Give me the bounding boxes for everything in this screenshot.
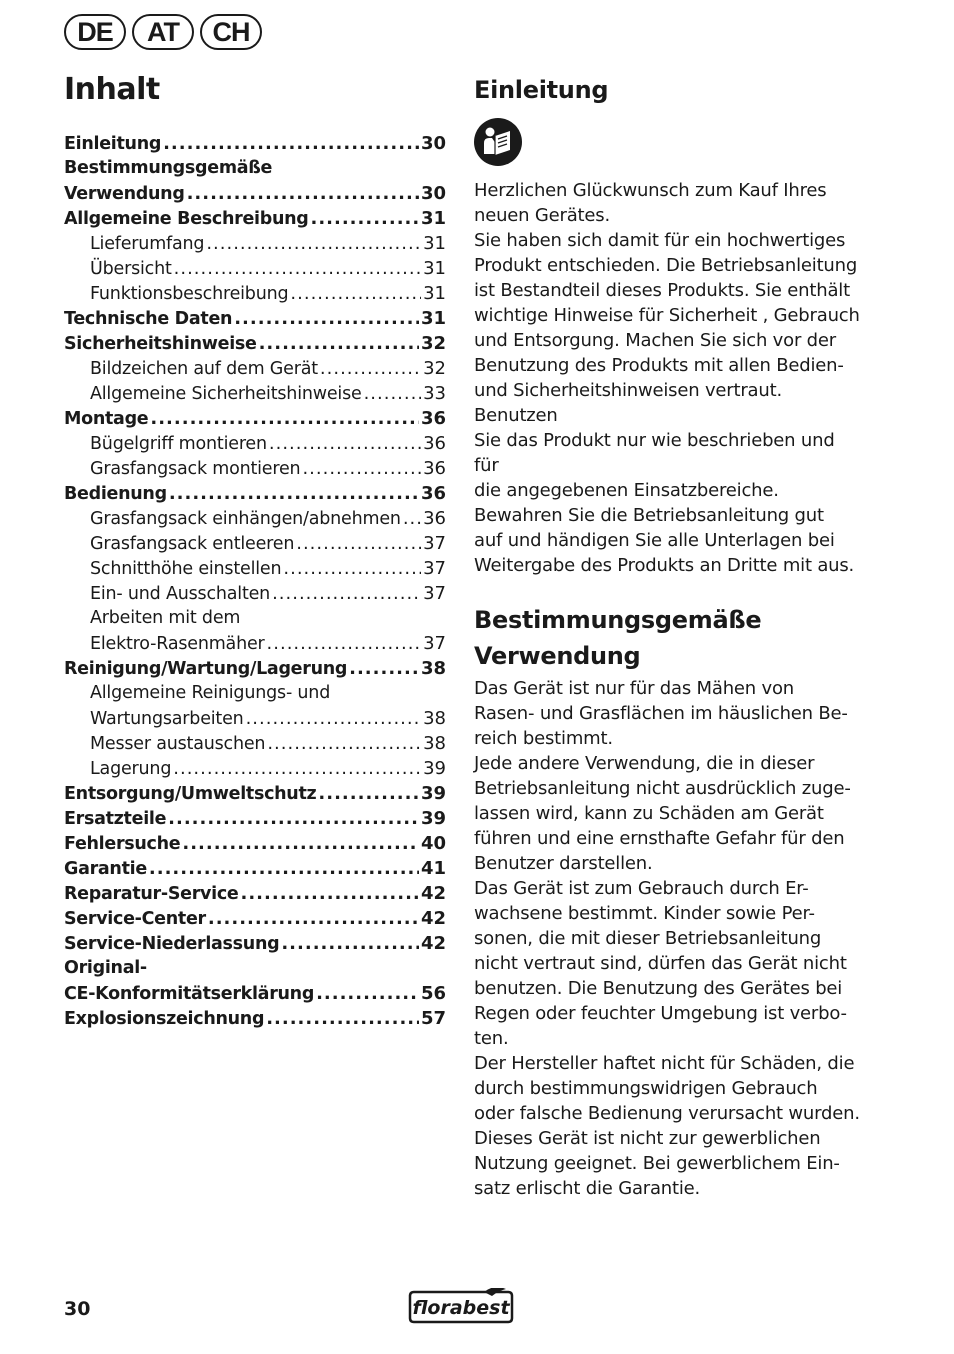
toc-entry-title: Reinigung/Wartung/Lagerung [64,659,348,679]
toc-entry[interactable] [64,731,446,756]
toc-entry[interactable] [64,956,446,981]
toc-entry[interactable] [64,531,446,556]
toc-entry-page: 56 [420,983,446,1004]
toc-leader-dots [149,856,419,881]
toc-entry-title: Fehlersuche [64,834,181,854]
toc-entry-page: 31 [420,208,446,229]
toc-entry-title: Grasfangsack montieren [90,459,301,479]
text-line: ten. [474,1028,509,1049]
toc-entry-title: Bügelgriff montieren [90,434,267,454]
text-line: benutzen. Die Benutzung des Gerätes bei [474,978,843,999]
toc-entry-title: Technische Daten [64,309,233,329]
toc-entry-title: Montage [64,409,149,429]
toc-entry-page: 36 [423,458,446,479]
toc-entry-page: 32 [420,333,446,354]
toc-entry-title: Arbeiten mit dem [90,608,241,628]
text-line: Benutzung des Produkts mit allen Bedien- [474,355,844,376]
toc-entry-title: Grasfangsack einhängen/abnehmen [90,509,401,529]
toc-entry-title: Service-Niederlassung [64,934,280,954]
toc-entry-title: Lieferumfang [90,234,205,254]
text-line: und Sicherheitshinweisen vertraut. Benutzen [474,380,782,426]
toc-leader-dots [267,631,422,656]
toc-entry-title: Ein- und Ausschalten [90,584,271,604]
toc-entry[interactable] [64,931,446,956]
text-line: Produkt entschieden. Die Betriebsanleitung [474,255,858,276]
text-line: reich bestimmt. [474,728,613,749]
toc-entry[interactable] [64,431,446,456]
toc-leader-dots [150,406,419,431]
toc-leader-dots [281,931,419,956]
toc-entry-title: Verwendung [64,184,185,204]
toc-entry[interactable] [64,156,446,181]
toc-entry-title: Bedienung [64,484,167,504]
toc-entry-title: Grasfangsack entleeren [90,534,295,554]
country-badges [64,14,262,50]
toc-entry-page: 30 [420,183,446,204]
toc-entry[interactable] [64,256,446,281]
section-title-line-1: Bestimmungsgemäße [474,606,762,634]
text-line: Benutzer darstellen. [474,853,653,874]
toc-entry[interactable] [64,556,446,581]
toc-entry-title: CE-Konformitätserklärung [64,984,315,1004]
toc-entry[interactable] [64,606,446,631]
toc-entry-title: Ersatzteile [64,809,167,829]
toc-entry-title: Einleitung [64,134,162,154]
text-line: lassen wird, kann zu Schäden am Gerät [474,803,824,824]
toc-entry-page: 32 [423,358,446,379]
toc-leader-dots [163,131,419,156]
toc-entry-page: 36 [420,408,446,429]
toc-entry[interactable] [64,756,446,781]
logo-text: florabest [412,1297,510,1319]
toc-entry-title: Sicherheitshinweise [64,334,257,354]
toc-entry-title: Allgemeine Sicherheitshinweise [90,384,362,404]
text-line: satz erlischt die Garantie. [474,1178,701,1199]
toc-leader-dots [259,331,419,356]
country-badge-at: AT [132,14,194,50]
toc-entry-page: 31 [420,308,446,329]
toc-entry[interactable] [64,481,446,506]
toc-leader-dots [283,556,421,581]
toc-entry-title: Messer austauschen [90,734,266,754]
toc-entry[interactable] [64,506,446,531]
section-title-line-2: Verwendung [474,642,641,670]
toc-entry[interactable] [64,456,446,481]
toc-title: Inhalt [64,72,160,107]
toc-entry[interactable] [64,581,446,606]
toc-entry-title: Allgemeine Beschreibung [64,209,309,229]
toc-leader-dots [310,206,418,231]
text-line: wichtige Hinweise für Sicherheit , Gebrauch [474,305,860,326]
text-line: Regen oder feuchter Umgebung ist verbo- [474,1003,847,1024]
text-line: nicht vertraut sind, dürfen das Gerät nicht [474,953,847,974]
toc-entry-title: Lagerung [90,759,172,779]
text-line: auf und händigen Sie alle Unterlagen bei [474,530,835,551]
toc-entry-page: 36 [423,433,446,454]
section-title-einleitung: Einleitung [474,76,609,104]
text-line: oder falsche Bedienung verursacht wurden. [474,1103,860,1124]
toc-entry[interactable] [64,1006,446,1031]
toc-entry[interactable] [64,806,446,831]
toc-leader-dots [169,481,419,506]
toc-leader-dots [241,881,419,906]
text-line: Dieses Gerät ist nicht zur gewerblichen [474,1128,821,1149]
toc-entry[interactable] [64,281,446,306]
toc-entry-page: 39 [423,758,446,779]
toc-leader-dots [267,731,421,756]
toc-entry-page: 36 [423,508,446,529]
toc-entry[interactable] [64,131,446,156]
toc-entry[interactable] [64,981,446,1006]
toc-entry[interactable] [64,831,446,856]
text-line: Herzlichen Glückwunsch zum Kauf Ihres [474,180,827,201]
text-line: und Entsorgung. Machen Sie sich vor der [474,330,836,351]
text-line: Der Hersteller haftet nicht für Schäden, die [474,1053,855,1074]
text-line: Das Gerät ist nur für das Mähen von [474,678,794,699]
toc-entry[interactable] [64,781,446,806]
toc-entry[interactable] [64,406,446,431]
toc-entry-title: Entsorgung/Umweltschutz [64,784,317,804]
toc-leader-dots [208,906,419,931]
text-line: sonen, die mit dieser Betriebsanleitung [474,928,822,949]
toc-entry[interactable] [64,906,446,931]
toc-entry-title: Original- [64,958,147,978]
toc-entry[interactable] [64,356,446,381]
country-badge-ch: CH [200,14,262,50]
text-line: Rasen- und Grasflächen im häuslichen Be- [474,703,848,724]
toc-entry-page: 31 [423,258,446,279]
toc-leader-dots [246,706,422,731]
toc-leader-dots [206,231,421,256]
toc-entry-page: 42 [420,908,446,929]
text-line: Weitergabe des Produkts an Dritte mit aus. [474,555,855,576]
toc-leader-dots [403,506,421,531]
country-badge-de: DE [64,14,126,50]
toc-entry-title: Übersicht [90,259,172,279]
toc-entry-page: 37 [423,558,446,579]
text-line: Nutzung geeignet. Bei gewerblichem Ein- [474,1153,840,1174]
toc-leader-dots [290,281,421,306]
toc-entry-title: Explosionszeichnung [64,1009,265,1029]
toc-entry-page: 37 [423,533,446,554]
toc-entry-page: 39 [420,808,446,829]
text-line: Bewahren Sie die Betriebsanleitung gut [474,505,824,526]
toc-entry-page: 39 [420,783,446,804]
toc-entry[interactable] [64,181,446,206]
toc-leader-dots [364,381,422,406]
toc-entry[interactable] [64,881,446,906]
toc-entry[interactable] [64,656,446,681]
toc-leader-dots [296,531,421,556]
toc-entry-title: Elektro-Rasenmäher [90,634,265,654]
toc-leader-dots [168,806,419,831]
toc-entry[interactable] [64,206,446,231]
toc-leader-dots [266,1006,419,1031]
toc-entry[interactable] [64,856,446,881]
toc-entry-title: Funktionsbeschreibung [90,284,289,304]
section-title-bestimmung [474,602,864,674]
section-text-einleitung [474,178,864,578]
toc-leader-dots [349,656,419,681]
toc-entry-page: 36 [420,483,446,504]
toc-entry-page: 37 [423,583,446,604]
toc-entry-page: 42 [420,933,446,954]
toc-entry-page: 37 [423,633,446,654]
toc-entry[interactable] [64,306,446,331]
text-line: die angegebenen Einsatzbereiche. [474,480,779,501]
toc-entry-title: Service-Center [64,909,206,929]
toc-entry-title: Garantie [64,859,147,879]
toc-leader-dots [187,181,419,206]
toc-entry-page: 38 [423,708,446,729]
toc-entry-title: Reparatur-Service [64,884,239,904]
toc-entry[interactable] [64,681,446,706]
toc-leader-dots [173,756,421,781]
toc-entry-page: 40 [420,833,446,854]
toc-leader-dots [302,456,421,481]
toc-entry[interactable] [64,331,446,356]
toc-entry-page: 31 [423,283,446,304]
toc-entry[interactable] [64,706,446,731]
toc-entry-page: 57 [420,1008,446,1029]
text-line: Jede andere Verwendung, die in dieser [474,753,815,774]
toc-leader-dots [269,431,421,456]
text-line: Sie haben sich damit für ein hochwertiges [474,230,846,251]
text-line: durch bestimmungswidrigen Gebrauch [474,1078,818,1099]
toc-leader-dots [234,306,419,331]
toc-entry-page: 30 [420,133,446,154]
text-line: ist Bestandteil dieses Produkts. Sie enthält [474,280,850,301]
table-of-contents [64,131,446,1031]
toc-leader-dots [174,256,421,281]
toc-leader-dots [182,831,419,856]
text-line: Betriebsanleitung nicht ausdrücklich zuge- [474,778,851,799]
toc-entry-page: 38 [420,658,446,679]
toc-entry-title: Bildzeichen auf dem Gerät [90,359,318,379]
toc-entry-page: 33 [423,383,446,404]
text-line: neuen Gerätes. [474,205,610,226]
toc-leader-dots [272,581,421,606]
toc-entry[interactable] [64,381,446,406]
toc-entry-page: 42 [420,883,446,904]
toc-leader-dots [320,356,421,381]
toc-entry-page: 38 [423,733,446,754]
toc-entry-title: Schnitthöhe einstellen [90,559,282,579]
text-line: führen und eine ernsthafte Gefahr für den [474,828,845,849]
text-line: wachsene bestimmt. Kinder sowie Per- [474,903,815,924]
text-line: Sie das Produkt nur wie beschrieben und für [474,430,835,476]
right-column [474,72,864,1201]
text-line: Das Gerät ist zum Gebrauch durch Er- [474,878,809,899]
toc-entry-title: Bestimmungsgemäße [64,158,273,178]
toc-leader-dots [318,781,419,806]
toc-entry[interactable] [64,631,446,656]
toc-entry[interactable] [64,231,446,256]
toc-entry-title: Wartungsarbeiten [90,709,244,729]
section-text-bestimmung [474,676,864,1201]
page-number: 30 [64,1298,91,1320]
florabest-logo [406,1288,516,1326]
toc-entry-title: Allgemeine Reinigungs- und [90,683,331,703]
toc-entry-page: 31 [423,233,446,254]
toc-leader-dots [316,981,419,1006]
toc-entry-page: 41 [420,858,446,879]
read-manual-icon [474,118,522,166]
